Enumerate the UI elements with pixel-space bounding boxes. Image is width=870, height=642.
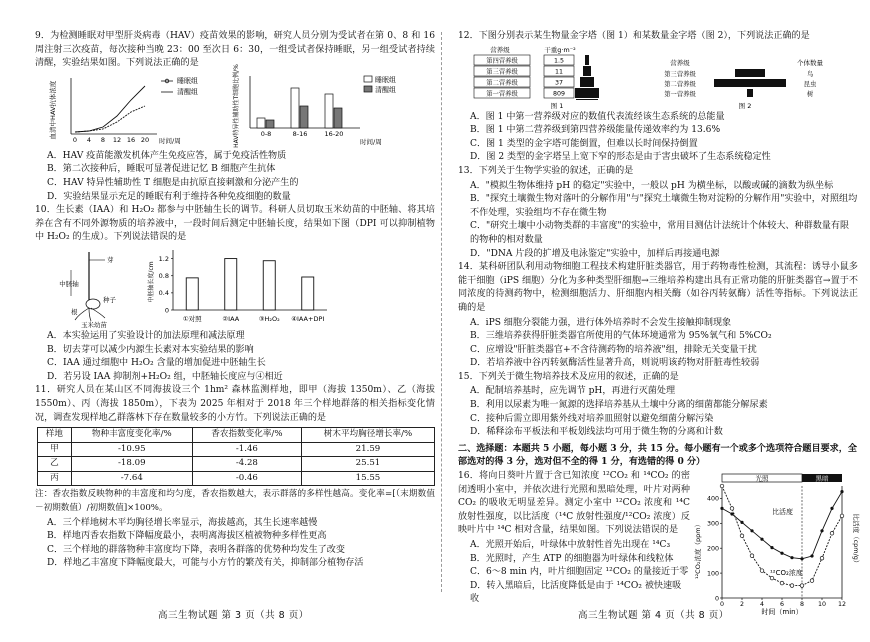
q16-stem: 16．将向日葵叶片置于含已知浓度 ¹²CO₂ 和 ¹⁴CO₂ 的密闭透明小室中，并依次进行光照和黑暗处理，叶片对两种 CO₂ 的吸收无明显差异。测定小室中 ¹²CO₂ 浓度和 ¹⁴C 放射性强度，以比活度（¹⁴C 放射性强度/¹²CO₂ 浓度）反映叶片中 ¹⁴C 相对含量，结果如图。下列说法错误的是 (458, 471, 690, 536)
co2-point (800, 584, 804, 588)
fig1-level-label: 第三营养级 (486, 68, 518, 76)
plant-label-seed: 种子 (103, 295, 116, 304)
q16-bands (722, 474, 842, 483)
q14-stem: 14．某科研团队利用动物细胞工程技术构建肝脏类器官，用于药物毒性检测，其流程：诱导小鼠多能干细胞（iPS 细胞）分化为多种类型肝细胞→三维培养构建出具有正常功能的肝脏类器官→置于不同浓度的待测药物中，检测细胞活力、肝细胞内相关酶（如谷丙转氨酶）活性等指标。下列说法正确的是 (458, 262, 858, 313)
q9-right-bars (257, 88, 343, 138)
plant-caption: 玉米幼苗 (81, 320, 107, 329)
q9-r-legend-wake: 清醒组 (375, 85, 396, 94)
q9-option-b[interactable]: B．第二次接种后，睡眠可显著促进记忆 B 细胞产生抗体 (47, 164, 276, 175)
q14-option-d[interactable]: D．若培养液中谷丙转氨酶活性显著升高，则说明该药物对肝脏毒性较弱 (470, 358, 760, 369)
x-tick-label: ④IAA+DPI (291, 314, 325, 323)
q15-option-a[interactable]: A．配制培养基时，应先调节 pH，再进行灭菌处理 (470, 386, 676, 397)
table-header: 树木平均胸径增长率/% (301, 428, 434, 443)
fig2-bar (714, 79, 786, 87)
question-9 (35, 30, 435, 204)
q12-number-pyramid (650, 45, 840, 109)
dark-band-label: 黑暗 (815, 474, 829, 483)
co2-point (810, 579, 814, 583)
table-header: 香农指数变化率/% (192, 428, 301, 443)
question-13 (458, 165, 858, 261)
fig1-bar (585, 55, 589, 65)
q11-option-c[interactable]: C．三个样地的群落物种丰富度均下降，表明各群落的优势种均发生了改变 (47, 544, 345, 555)
x-tick-label: ③H₂O₂ (258, 314, 280, 323)
table-cell: -1.46 (192, 442, 301, 457)
x-tick-label: 8 (799, 601, 805, 609)
q9-stem: 9．为检测睡眠对甲型肝炎病毒（HAV）疫苗效果的影响，研究人员分别为受试者在第 0、8 和 16 周注射三次疫苗，每次接种当晚 23：00 至次日 6：30，一组受试者保持睡眠，另一组受试者持续清醒，实验结果如图。下列说法正确的是 (35, 31, 435, 69)
q13-option-c[interactable]: C．"研究土壤中小动物类群的丰富度"的实验中，常用目测估计法统计个体较大、种群数量有限的物种的相对数量 (470, 221, 850, 245)
y-tick-label: 0 (164, 306, 169, 315)
bar-wake (334, 108, 342, 128)
bar-wake (266, 120, 274, 128)
question-15 (458, 371, 858, 440)
q13-option-d[interactable]: D．"DNA 片段的扩增及电泳鉴定"实验中，加样后再接通电源 (470, 248, 720, 259)
column-divider (441, 32, 442, 592)
footer-right: 高三生物试题 第 4 页（共 8 页） (578, 610, 729, 621)
table-cell: -7.64 (71, 471, 192, 486)
q10-stem: 10．生长素（IAA）和 H₂O₂ 都参与中胚轴生长的调节。科研人员切取玉米幼苗的中胚轴、将其培养在含有不同外源物质的培养液中，一段时间后测定中胚轴长度，结果如下图（DPI 可以抑制植物中 H₂O₂ 的生成）。下列说法错误的是 (35, 205, 435, 243)
fig1-level-label: 第四营养级 (486, 57, 518, 65)
fig2-organism: 鸟 (806, 70, 814, 78)
activity-point (730, 512, 733, 515)
table-cell: 丙 (38, 471, 72, 486)
q10-option-b[interactable]: B．切去芽可以减少内源生长素对本实验结果的影响 (47, 344, 254, 355)
q12-option-a[interactable]: A．图 1 中第一营养级对应的数值代表流经该生态系统的总能量 (470, 111, 725, 122)
q10-figures (49, 246, 435, 328)
table-cell: 25.51 (301, 457, 434, 472)
q16-xticks (720, 486, 846, 608)
q13-option-a[interactable]: A．"模拟生物体维持 pH 的稳定"实验中，一般以 pH 为横坐标，以酸或碱的滴数为纵坐标 (470, 180, 834, 191)
plant-label-bud: 芽 (107, 255, 114, 264)
q10-option-d[interactable]: D．若另设 IAA 抑制剂+H₂O₂ 组，中胚轴长度应与④相近 (47, 371, 283, 382)
q14-option-b[interactable]: B．三维培养获得肝脏类器官所使用的气体环境通常为 95%氧气和 5%CO₂ (470, 331, 772, 342)
q16-series-label-co2: ¹²CO₂浓度 (770, 569, 803, 578)
question-11 (35, 384, 435, 571)
q10-yticks (159, 255, 173, 314)
bar (225, 259, 237, 310)
q10-option-c[interactable]: C．IAA 通过细胞中 H₂O₂ 含量的增加促进中胚轴生长 (47, 358, 266, 369)
specific-activity-line (722, 492, 842, 559)
q9-antibody-chart (49, 72, 224, 148)
fig1-level-label: 第二营养级 (486, 79, 518, 87)
fig2-organism: 昆虫 (803, 80, 817, 88)
fig1-caption: 图 1 (550, 101, 564, 110)
x-tick-label: 20 (140, 135, 150, 144)
activity-point (740, 521, 743, 524)
fig1-base-bar (576, 99, 598, 100)
x-tick-label: 4 (759, 601, 765, 609)
table-cell: -0.46 (192, 471, 301, 486)
fig2-bar (735, 69, 765, 77)
q12-option-c[interactable]: C．图 1 类型的金字塔可能倒置，但难以长时间保持倒置 (470, 138, 698, 149)
q9-left-ticks (73, 136, 149, 144)
bar-sleep (257, 118, 265, 128)
x-tick-label: 4 (86, 135, 92, 144)
q15-option-c[interactable]: C．接种后需立即用紫外线对培养皿照射以避免细菌分解污染 (470, 413, 714, 424)
x-tick-label: 0 (72, 135, 78, 144)
q10-plant-diagram (49, 246, 139, 328)
fig1-value: 11 (554, 68, 564, 76)
x-tick-label: 0 (719, 601, 725, 609)
table-cell: 15.55 (301, 471, 434, 486)
question-14 (458, 261, 858, 371)
bar-sleep (325, 94, 333, 128)
activity-point (810, 554, 813, 557)
activity-point (750, 529, 753, 532)
q14-option-a[interactable]: A．iPS 细胞分裂能力强，进行体外培养时不会发生接触抑制现象 (470, 317, 732, 328)
table-header-row (38, 428, 435, 443)
table-row (38, 471, 435, 486)
q16-xlabel: 时间（min） (761, 608, 803, 617)
q9-legend-wake: 清醒组 (177, 87, 198, 96)
table-cell: 乙 (38, 457, 72, 472)
light-band-label: 光照 (755, 474, 769, 483)
co2-point (760, 569, 764, 573)
x-tick-label: 12 (112, 135, 122, 144)
x-tick-label: 2 (739, 601, 745, 609)
q14-option-c[interactable]: C．应增设"肝脏类器官+不含待测药物的培养液"组，排除无关变量干扰 (470, 344, 757, 355)
plant-label-mesocotyl: 中胚轴 (59, 279, 79, 288)
q12-figures (472, 45, 858, 109)
q10-bar-chart (147, 246, 337, 328)
q10-bars (186, 259, 314, 310)
q10-xlabels (183, 314, 325, 323)
activity-point (770, 546, 773, 549)
q9-r-legend-sleep: 睡眠组 (375, 75, 396, 84)
fig1-rows (474, 55, 599, 98)
q16-option-a[interactable]: A．光照开始后，叶绿体中放射性首先出现在 ¹⁴C₃ (470, 540, 671, 550)
table-cell: -10.95 (71, 442, 192, 457)
fig1-bar (575, 88, 599, 98)
q15-option-d[interactable]: D．稀释涂布平板法和平板划线法均可用于微生物的分离和计数 (470, 427, 723, 438)
q16-option-b[interactable]: B．光照时，产生 ATP 的细胞器为叶绿体和线粒体 (470, 553, 674, 564)
q11-table (37, 427, 435, 486)
activity-point (760, 538, 763, 541)
co2-point (750, 554, 754, 558)
question-10 (35, 204, 435, 384)
fig2-level-label: 第一营养级 (664, 90, 696, 98)
activity-point (830, 507, 833, 510)
q9-figures (49, 63, 435, 148)
co2-point (720, 484, 724, 488)
fig2-bar (747, 89, 753, 97)
bar (263, 261, 275, 310)
q9-option-d[interactable]: D．实验结果显示充足的睡眠有利于维持各种免疫细胞的数量 (47, 191, 291, 202)
co2-point (820, 556, 824, 560)
y-tick-label: 300 (706, 520, 719, 528)
x-tick-label: ①对照 (182, 314, 202, 323)
fig2-caption: 图 2 (738, 101, 752, 110)
q16-series-label-activity: 比活度 (772, 508, 793, 517)
fig1-col2: 干重g·m⁻² (544, 45, 576, 54)
fig2-organism: 树 (806, 90, 814, 98)
co2-point (740, 534, 744, 538)
q16-y2label: 比活度（cpm/g） (852, 513, 860, 567)
legend-swatch-wake (364, 86, 372, 92)
q12-option-b[interactable]: B．图 1 中第二营养级到第四营养级能量传递效率约为 13.6% (470, 125, 721, 136)
q16-line-chart (694, 470, 858, 620)
x-tick-label: 6 (779, 601, 785, 609)
activity-point (790, 556, 793, 559)
co2-point (780, 581, 784, 585)
q10-ylabel: 中胚轴长度/cm (148, 261, 155, 303)
fig2-level-label: 第三营养级 (664, 70, 696, 78)
q11-option-d[interactable]: D．样地乙丰富度下降幅度最大，可能与小方竹的繁茂有关，抑制部分植物存活 (47, 558, 364, 569)
activity-point (720, 507, 723, 510)
fig1-value: 37 (554, 79, 564, 87)
q9-right-ylabel: HAV特异性辅助性T细胞比例/% (233, 63, 240, 148)
q13-option-b[interactable]: B．"探究土壤微生物对落叶的分解作用"与"探究土壤微生物对淀粉的分解作用"实验中，对照组均不作处理，实验组均不存在微生物 (470, 194, 858, 218)
q15-stem: 15．下列关于微生物培养技术及应用的叙述，正确的是 (458, 371, 679, 382)
q15-option-b[interactable]: B．利用以尿素为唯一氮源的选择培养基从土壤中分离的细菌都能分解尿素 (470, 400, 768, 411)
q12-biomass-pyramid (472, 45, 642, 109)
plant-roots (75, 308, 105, 321)
activity-point (820, 529, 823, 532)
fig1-value: 1.5 (553, 57, 565, 65)
fig1-bar (583, 66, 591, 76)
table-cell: -4.28 (192, 457, 301, 472)
q11-option-a[interactable]: A．三个样地树木平均胸径增长率显示，海拔越高，其生长速率越慢 (47, 517, 318, 528)
bar (302, 277, 314, 310)
q16-option-c[interactable]: C．6～8 min 内，叶片细胞固定 ¹²CO₂ 的量接近于零 (470, 567, 689, 578)
wake-line (75, 106, 145, 132)
q16-yticks (707, 496, 722, 603)
table-header: 样地 (38, 428, 72, 443)
co2-point (840, 514, 844, 518)
q11-options (35, 517, 435, 571)
fig1-bar (580, 77, 594, 87)
q9-left-xlabel: 时间/周 (159, 136, 181, 145)
fig1-value: 809 (552, 90, 566, 98)
y-tick-label: 200 (706, 545, 719, 553)
x-tick-label: 16 (126, 135, 136, 144)
fig1-level-label: 第一营养级 (486, 90, 518, 98)
q9-options (35, 150, 435, 204)
y-tick-label: 0.8 (158, 271, 169, 280)
activity-point (840, 490, 843, 493)
fig1-col1: 营养级 (490, 45, 510, 54)
co2-point (790, 584, 794, 588)
q9-option-a[interactable]: A．HAV 疫苗能激发机体产生免疫应答，属于免疫活性物质 (47, 150, 287, 161)
y-tick-label: 0 (714, 595, 719, 603)
activity-point (800, 557, 803, 560)
question-12 (458, 30, 858, 165)
y-tick-label: 0.4 (158, 289, 169, 298)
q9-legend-sleep: 睡眠组 (177, 76, 198, 85)
q12-stem: 12．下图分别表示某生物量金字塔（图 1）和某数量金字塔（图 2），下列说法正确的是 (458, 31, 810, 41)
q11-stem: 11．研究人员在某山区不同海拔设三个 1hm² 森林监测样地，即甲（海拔 1350m）、乙（海拔 1550m）、丙（海拔 1850m），下表为 2025 年相对于 2018 年三个样地群落的相关指标变化情况，调查发现样地乙群落林下存在数量较多的小方竹。下列说法正确的是 (35, 385, 435, 423)
q9-option-c[interactable]: C．HAV 特异性辅助性 T 细胞是由抗原直接刺激和分泌产生的 (47, 177, 299, 188)
right-column (458, 30, 858, 620)
x-tick-label: 8 (100, 135, 106, 144)
bar-wake (300, 106, 308, 128)
bar (186, 278, 198, 310)
fig2-col1: 营养级 (670, 58, 690, 67)
x-tick-label: 8-16 (292, 129, 308, 138)
x-tick-label: 12 (837, 601, 847, 609)
x-tick-label: 0-8 (260, 129, 272, 138)
q12-option-d[interactable]: D．图 2 类型的金字塔呈上宽下窄的形态是由于害虫破坏了生态系统稳定性 (470, 152, 771, 163)
q9-tcell-chart (232, 63, 417, 148)
plant-label-root: 根 (71, 307, 78, 316)
y-tick-label: 1.2 (158, 254, 169, 263)
question-16 (458, 470, 858, 620)
fig2-rows (664, 69, 817, 98)
q9-right-xlabel: 时间/周 (360, 137, 382, 146)
x-tick-label: 16-20 (324, 129, 344, 138)
q10-option-a[interactable]: A．本实验运用了实验设计的加法原理和减法原理 (47, 330, 245, 341)
co2-point (730, 507, 734, 511)
q16-text (458, 470, 690, 620)
y-tick-label: 100 (706, 570, 719, 578)
table-row (38, 457, 435, 472)
table-header: 物种丰富度变化率/% (71, 428, 192, 443)
q11-option-b[interactable]: B．样地丙香农指数下降幅度最小，表明离海拔区植被物种多样性更高 (47, 531, 327, 542)
y-tick-label: 400 (706, 495, 719, 503)
x-tick-label: 10 (817, 601, 827, 609)
table-cell: 21.59 (301, 442, 434, 457)
co2-point (830, 532, 834, 536)
q9-left-ylabel: 血清中HAV抗体浓度 (49, 80, 57, 140)
legend-swatch-sleep (364, 76, 372, 82)
q13-stem: 13．下列关于生物学实验的叙述，正确的是 (458, 165, 634, 176)
table-row (38, 442, 435, 457)
q10-options (35, 330, 435, 384)
q12-options (458, 111, 858, 165)
activity-point (780, 552, 783, 555)
left-column (35, 30, 435, 571)
table-cell: 甲 (38, 442, 72, 457)
q16-ylabel: ¹²CO₂浓度（ppm） (694, 521, 702, 580)
q16-option-d[interactable]: D．转入黑暗后，比活度降低是由于 ¹⁴CO₂ 被快速吸收 (470, 580, 682, 605)
table-cell: -18.09 (71, 457, 192, 472)
q11-note: 注：香农指数反映物种的丰富度和均匀度，香农指数越大，表示群落的多样性越高。变化率=[（末期数值－初期数值）/初期数值]×100%。 (35, 489, 435, 514)
fig2-col2: 个体数量 (797, 58, 823, 67)
footer-left: 高三生物试题 第 3 页（共 8 页） (158, 610, 309, 621)
section-2-title: 二、选择题：本题共 5 小题，每小题 3 分，共 15 分。每小题有一个或多个选项符合题目要求，全部选对的得 3 分，选对但不全的得 1 分，有选错的得 0 分） (458, 442, 857, 468)
x-tick-label: ②IAA (222, 314, 240, 323)
plant-seed (86, 299, 100, 309)
bar-sleep (291, 88, 299, 128)
fig2-level-label: 第二营养级 (664, 80, 696, 88)
